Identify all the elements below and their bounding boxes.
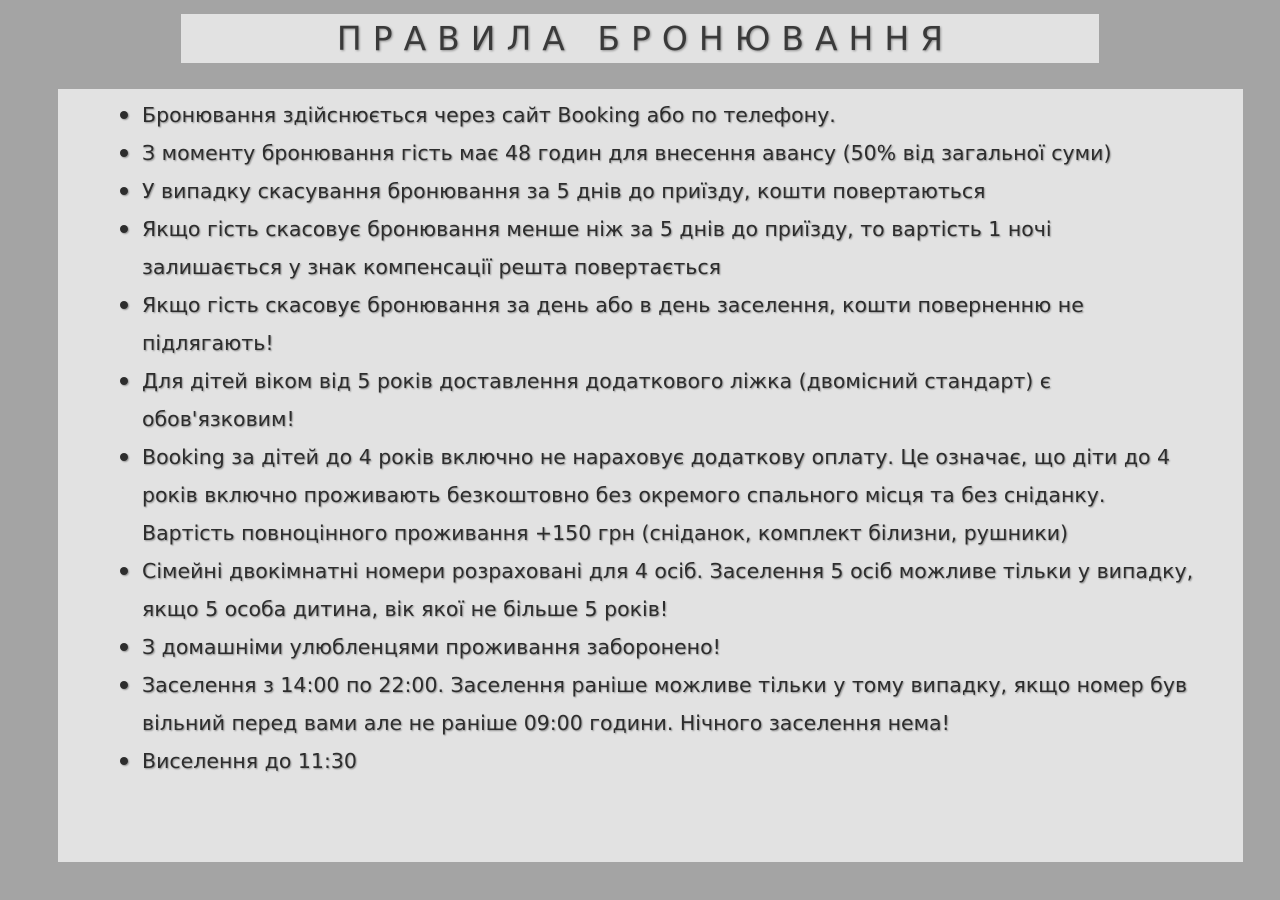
rule-item-11 [114,742,1194,780]
rule-item-1 [114,96,1194,134]
rule-item-8 [114,552,1194,628]
bullet-icon [120,187,128,195]
rule-item-5 [114,286,1194,362]
rule-text: Виселення до 11:30 [142,749,357,773]
rule-item-9 [114,628,1194,666]
bullet-icon [120,225,128,233]
rule-item-6 [114,362,1194,438]
rule-text: Бронювання здійснюється через сайт Booking або по телефону. [142,103,836,127]
rule-text: З домашніми улюбленцями проживання заборонено! [142,635,721,659]
page-title: ПРАВИЛА БРОНЮВАННЯ [336,19,955,58]
bullet-icon [120,377,128,385]
rule-text: Сімейні двокімнатні номери розраховані для 4 осіб. Заселення 5 осіб можливе тільки у випадку, якщо 5 особа дитина, вік якої не більше 5 років! [142,559,1194,621]
rule-item-4 [114,210,1194,286]
rule-text: З моменту бронювання гість має 48 годин для внесення авансу (50% від загальної суми) [142,141,1112,165]
bullet-icon [120,681,128,689]
bullet-icon [120,643,128,651]
rules-panel [58,89,1243,862]
bullet-icon [120,149,128,157]
rule-item-3 [114,172,1194,210]
rule-text: Якщо гість скасовує бронювання менше ніж за 5 днів до приїзду, то вартість 1 ночі залишається у знак компенсації решта повертається [142,217,1052,279]
bullet-icon [120,111,128,119]
title-banner [181,14,1099,63]
rule-item-2 [114,134,1194,172]
rule-text: У випадку скасування бронювання за 5 днів до приїзду, кошти повертаються [142,179,986,203]
rule-text: Booking за дітей до 4 років включно не нараховує додаткову оплату. Це означає, що діти до 4 років включно проживають безкоштовно без окремого спального місця та без сніданку. Вартість повноцінного проживання +150 грн (сніданок, комплект білизни, рушники) [142,445,1171,545]
rule-text: Для дітей віком від 5 років доставлення додаткового ліжка (двомісний стандарт) є обов'язковим! [142,369,1052,431]
bullet-icon [120,567,128,575]
rule-text: Якщо гість скасовує бронювання за день або в день заселення, кошти поверненню не підлягають! [142,293,1084,355]
rules-list [114,96,1194,780]
rule-item-7 [114,438,1194,552]
bullet-icon [120,453,128,461]
rule-text: Заселення з 14:00 по 22:00. Заселення раніше можливе тільки у тому випадку, якщо номер був вільний перед вами але не раніше 09:00 години. Нічного заселення нема! [142,673,1188,735]
bullet-icon [120,301,128,309]
rule-item-10 [114,666,1194,742]
bullet-icon [120,757,128,765]
